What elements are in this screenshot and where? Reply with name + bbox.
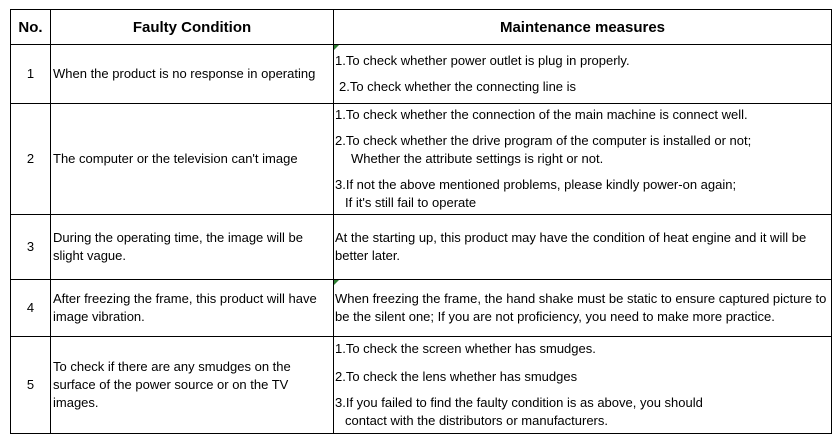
header-maintenance-measures: Maintenance measures: [334, 10, 832, 45]
faulty-condition-cell: After freezing the frame, this product will have image vibration.: [51, 280, 334, 337]
measure-line: contact with the distributors or manufacturers.: [345, 413, 609, 428]
row-number: 2: [11, 104, 51, 215]
measure-line: 2.To check whether the drive program of the computer is installed or not;: [335, 133, 752, 148]
measure-line: 3.If you failed to find the faulty condition is as above, you should: [335, 395, 703, 410]
troubleshooting-table: [10, 9, 832, 434]
measure-line: At the starting up, this product may have the condition of heat engine and it will be better later.: [335, 230, 807, 263]
maintenance-measures-cell: [334, 337, 832, 434]
maintenance-measures-cell: [334, 215, 832, 280]
table-row: [11, 45, 832, 104]
maintenance-measures-cell: [334, 104, 832, 215]
table-row: [11, 280, 832, 337]
header-no: No.: [11, 10, 51, 45]
troubleshooting-table-wrapper: [10, 9, 832, 434]
measure-line: 1.To check the screen whether has smudges.: [335, 341, 596, 356]
table-row: [11, 104, 832, 215]
measure-line: 2.To check whether the connecting line is: [339, 79, 577, 94]
table-row: [11, 337, 832, 434]
faulty-condition-cell: When the product is no response in operating: [51, 45, 334, 104]
measure-line: 2.To check the lens whether has smudges: [335, 369, 578, 384]
row-number: 4: [11, 280, 51, 337]
faulty-condition-cell: During the operating time, the image will be slight vague.: [51, 215, 334, 280]
header-faulty-condition: Faulty Condition: [51, 10, 334, 45]
measure-line: Whether the attribute settings is right or not.: [351, 151, 604, 166]
measure-line: 3.If not the above mentioned problems, please kindly power-on again;: [335, 177, 737, 192]
table-row: [11, 215, 832, 280]
faulty-condition-cell: The computer or the television can't image: [51, 104, 334, 215]
measure-line: 1.To check whether power outlet is plug in properly.: [335, 53, 630, 68]
row-number: 3: [11, 215, 51, 280]
maintenance-measures-cell: [334, 45, 832, 104]
measure-line: If it's still fail to operate: [345, 195, 477, 210]
measure-line: When freezing the frame, the hand shake must be static to ensure captured picture to be the silent one; If you are not proficiency, you need to make more practice.: [335, 291, 827, 324]
table-header-row: [11, 10, 832, 45]
measure-line: 1.To check whether the connection of the main machine is connect well.: [335, 107, 748, 122]
row-number: 1: [11, 45, 51, 104]
faulty-condition-cell: To check if there are any smudges on the surface of the power source or on the TV images.: [51, 337, 334, 434]
maintenance-measures-cell: [334, 280, 832, 337]
row-number: 5: [11, 337, 51, 434]
